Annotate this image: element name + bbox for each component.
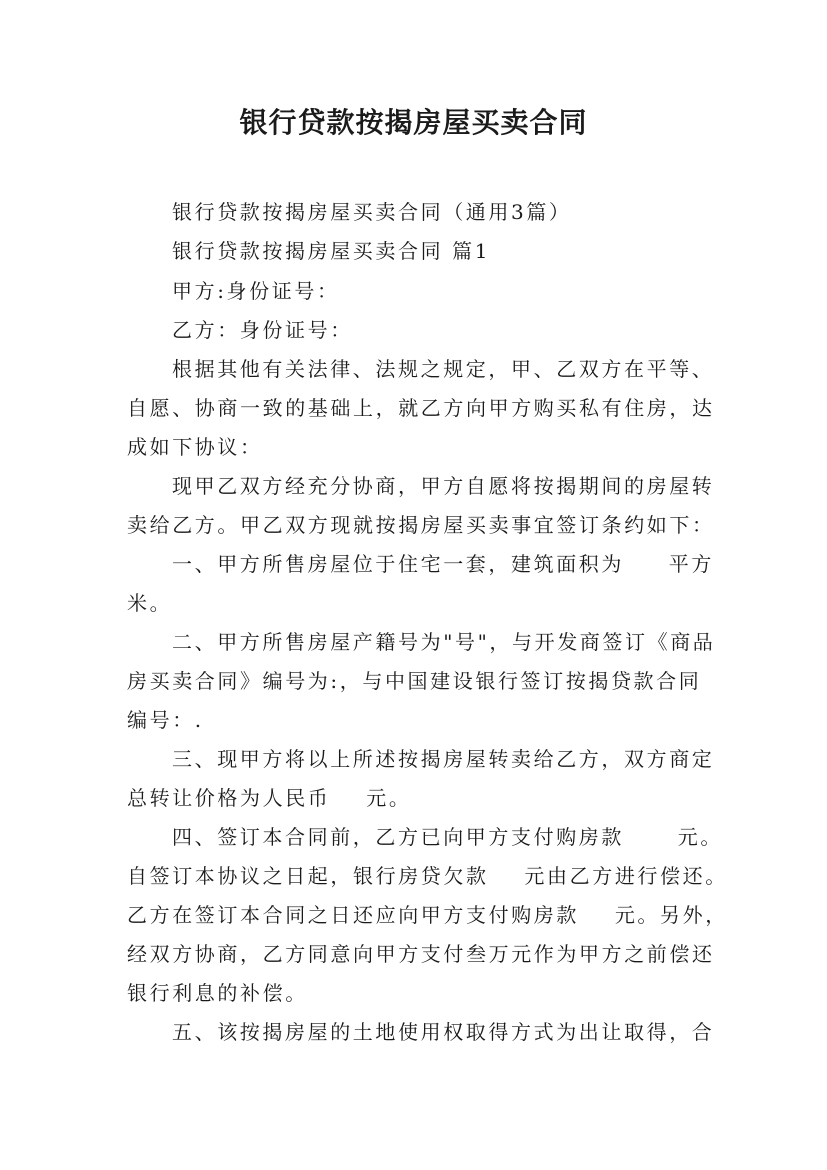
clause-3-line: 三、现甲方将以上所述按揭房屋转卖给乙方，双方商定 bbox=[172, 747, 715, 771]
party-b-line: 乙方：身份证号： bbox=[172, 318, 353, 342]
clause-4-line: 四、签订本合同前，乙方已向甲方支付购房款 元。 bbox=[172, 825, 723, 849]
subtitle-line: 银行贷款按揭房屋买卖合同（通用3篇） bbox=[172, 200, 572, 224]
party-a-line: 甲方:身份证号： bbox=[172, 279, 340, 303]
clause-1-line: 一、甲方所售房屋位于住宅一套，建筑面积为 平方 bbox=[172, 552, 714, 576]
clause-2-line: 二、甲方所售房屋产籍号为"号"，与开发商签订《商品 bbox=[172, 630, 716, 654]
clause-4-line: 乙方在签订本合同之日还应向甲方支付购房款 元。另外， bbox=[127, 903, 728, 927]
paragraph-line: 成如下协议： bbox=[127, 435, 263, 459]
clause-3-line: 总转让价格为人民币 元。 bbox=[127, 786, 412, 810]
clause-4-line: 银行利息的补偿。 bbox=[127, 981, 308, 1005]
paragraph-line: 现甲乙双方经充分协商，甲方自愿将按揭期间的房屋转 bbox=[172, 474, 715, 498]
paragraph-line: 卖给乙方。甲乙双方现就按揭房屋买卖事宜签订条约如下： bbox=[127, 513, 715, 537]
clause-4-line: 自签订本协议之日起，银行房贷欠款 元由乙方进行偿还。 bbox=[127, 864, 728, 888]
paragraph-line: 根据其他有关法律、法规之规定，甲、乙双方在平等、 bbox=[172, 357, 715, 381]
paragraph-line: 自愿、协商一致的基础上，就乙方向甲方购买私有住房，达 bbox=[127, 396, 715, 420]
section-heading: 银行贷款按揭房屋买卖合同 篇1 bbox=[172, 239, 491, 263]
clause-4-line: 经双方协商，乙方同意向甲方支付叁万元作为甲方之前偿还 bbox=[127, 942, 715, 966]
clause-2-line: 编号：. bbox=[127, 708, 204, 732]
clause-1-line: 米。 bbox=[127, 591, 173, 615]
clause-2-line: 房买卖合同》编号为:，与中国建设银行签订按揭贷款合同 bbox=[127, 669, 702, 693]
document-title: 银行贷款按揭房屋买卖合同 bbox=[239, 106, 588, 139]
clause-5-line: 五、该按揭房屋的土地使用权取得方式为出让取得，合 bbox=[172, 1020, 715, 1044]
